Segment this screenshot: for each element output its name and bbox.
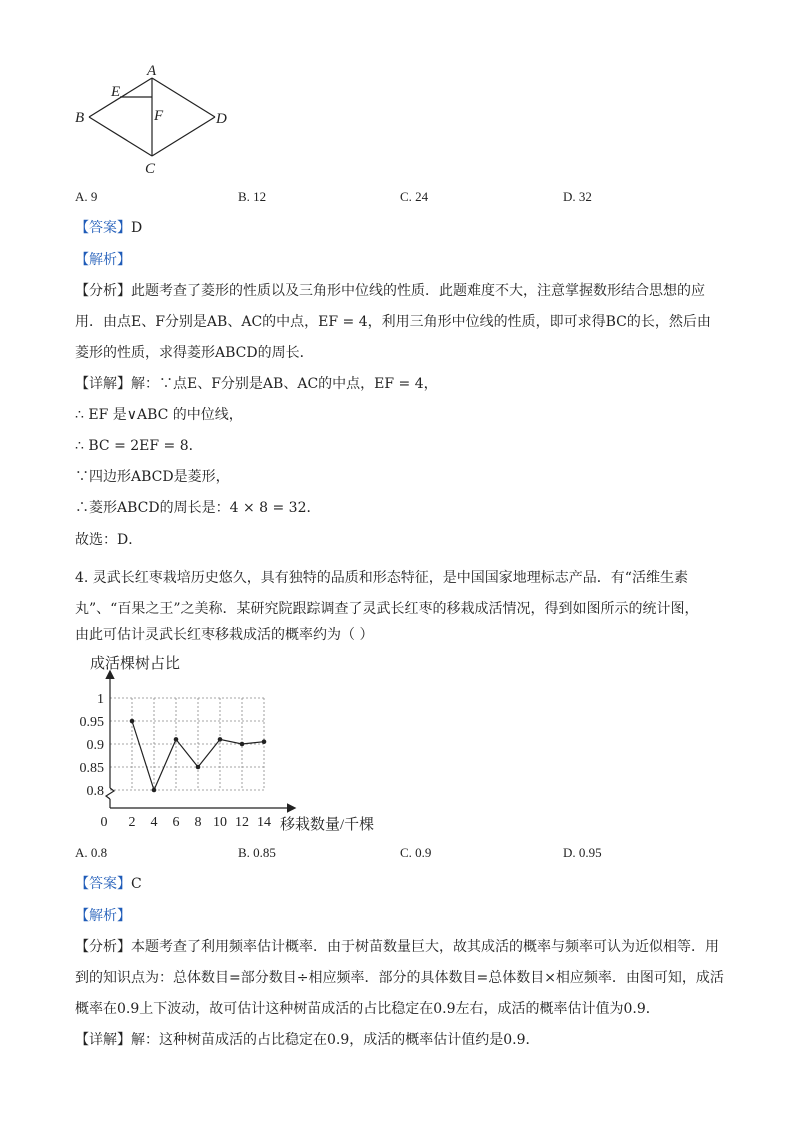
x-tick-label: 0 <box>100 815 108 830</box>
survival-rate-chart <box>70 650 400 835</box>
label-e: E <box>111 84 121 100</box>
y-tick-label: 0.85 <box>79 761 104 776</box>
q4-answer <box>75 873 142 895</box>
q4-option-d: D. 0.95 <box>563 845 602 860</box>
label-a: A <box>147 63 157 79</box>
y-tick-label: 0.9 <box>86 738 104 753</box>
q4-xiangjie-tag: 【详解】 <box>75 1032 131 1048</box>
q4-option-b: B. 0.85 <box>238 845 276 860</box>
q3-analysis-tag: 【解析】 <box>75 252 131 268</box>
data-point <box>262 739 267 744</box>
q3-answer <box>75 217 142 239</box>
chart-ylabel: 成活棵树占比 <box>90 656 181 672</box>
q4-fenxi-text1: 本题考查了利用频率估计概率．由于树苗数量巨大，故其成活的概率与频率可认为近似相等．用 <box>131 939 719 955</box>
q4-answer-value: C <box>131 876 142 892</box>
q3-step6: 故选：D． <box>75 532 143 548</box>
data-point <box>240 742 245 747</box>
data-point <box>174 737 179 742</box>
y-tick-label: 0.95 <box>79 715 104 730</box>
q4-fenxi-line3: 概率在0.9上下波动，故可估计这种树苗成活的占比稳定在0.9左右，成活的概率估计值为0.9． <box>75 1001 660 1017</box>
edge-bc <box>89 117 152 156</box>
q3-xiangjie-text1: 解：∵点E、F分别是AB、AC的中点，EF = 4， <box>131 376 438 392</box>
q3-fenxi-tag: 【分析】 <box>75 283 131 299</box>
q3-answer-tag: 【答案】 <box>75 220 131 236</box>
q3-detail-line1 <box>75 373 438 395</box>
q3-option-c: C. 24 <box>400 189 429 204</box>
chart-ticks <box>80 692 272 830</box>
q3-fenxi-line1 <box>75 280 705 302</box>
q4-option-c: C. 0.9 <box>400 845 432 860</box>
q4-detail-line1 <box>75 1029 540 1051</box>
data-point <box>196 765 201 770</box>
q4-fenxi-line1 <box>75 936 719 958</box>
q4-analysis-tag: 【解析】 <box>75 908 131 924</box>
q4-fenxi-line2: 到的知识点为：总体数目=部分数目÷相应频率．部分的具体数目=总体数目×相应频率．由图可知，成活 <box>75 970 724 986</box>
q3-option-b: B. 12 <box>238 189 267 204</box>
chart-xlabel: 移栽数量/千棵 <box>280 817 375 833</box>
data-point <box>130 719 135 724</box>
q4-xiangjie-text1: 解：这种树苗成活的占比稳定在0.9，成活的概率估计值约是0.9． <box>131 1032 540 1048</box>
q4-option-a: A. 0.8 <box>75 845 108 860</box>
label-c: C <box>145 161 156 177</box>
q3-option-a: A. 9 <box>75 189 98 204</box>
q3-xiangjie-tag: 【详解】 <box>75 376 131 392</box>
q4-stem-line2: 丸”、“百果之王”之美称．某研究院跟踪调查了灵武长红枣的移栽成活情况，得到如图所示的统计图， <box>75 601 699 617</box>
label-f: F <box>154 108 164 124</box>
q3-fenxi-line3: 菱形的性质，求得菱形ABCD的周长． <box>75 345 314 361</box>
q4-stem-line3: 由此可估计灵武长红枣移栽成活的概率约为（ ） <box>75 627 374 643</box>
q4-stem-line1: 4. 灵武长红枣栽培历史悠久，具有独特的品质和形态特征，是中国国家地理标志产品．有“活维生素 <box>75 570 688 586</box>
data-point <box>152 788 157 793</box>
x-tick-label: 8 <box>194 815 202 830</box>
x-tick-label: 10 <box>213 815 227 830</box>
q3-answer-value: D <box>131 220 143 236</box>
label-d: D <box>216 111 227 127</box>
q3-step3: ∴ BC = 2EF = 8． <box>75 438 203 454</box>
q3-step2: ∴ EF 是∨ABC 的中位线， <box>75 407 243 423</box>
data-point <box>218 737 223 742</box>
x-tick-label: 4 <box>150 815 158 830</box>
x-tick-label: 12 <box>235 815 249 830</box>
chart-axes <box>106 672 294 808</box>
q4-answer-tag: 【答案】 <box>75 876 131 892</box>
y-tick-label: 0.8 <box>86 784 104 799</box>
q3-option-d: D. 32 <box>563 189 592 204</box>
q3-fenxi-line2: 用．由点E、F分别是AB、AC的中点，EF = 4，利用三角形中位线的性质，即可求得BC的长，然后由 <box>75 314 711 330</box>
x-tick-label: 6 <box>172 815 180 830</box>
label-b: B <box>75 110 85 126</box>
q4-fenxi-tag: 【分析】 <box>75 939 131 955</box>
x-tick-label: 14 <box>257 815 271 830</box>
q3-step5: ∴菱形ABCD的周长是：4 × 8 = 32． <box>75 500 321 516</box>
y-tick-label: 1 <box>97 692 104 707</box>
q3-fenxi-text1: 此题考查了菱形的性质以及三角形中位线的性质．此题难度不大，注意掌握数形结合思想的应 <box>131 283 705 299</box>
x-tick-label: 2 <box>128 815 136 830</box>
q3-step4: ∵四边形ABCD是菱形， <box>75 469 230 485</box>
rhombus-figure <box>70 60 240 178</box>
